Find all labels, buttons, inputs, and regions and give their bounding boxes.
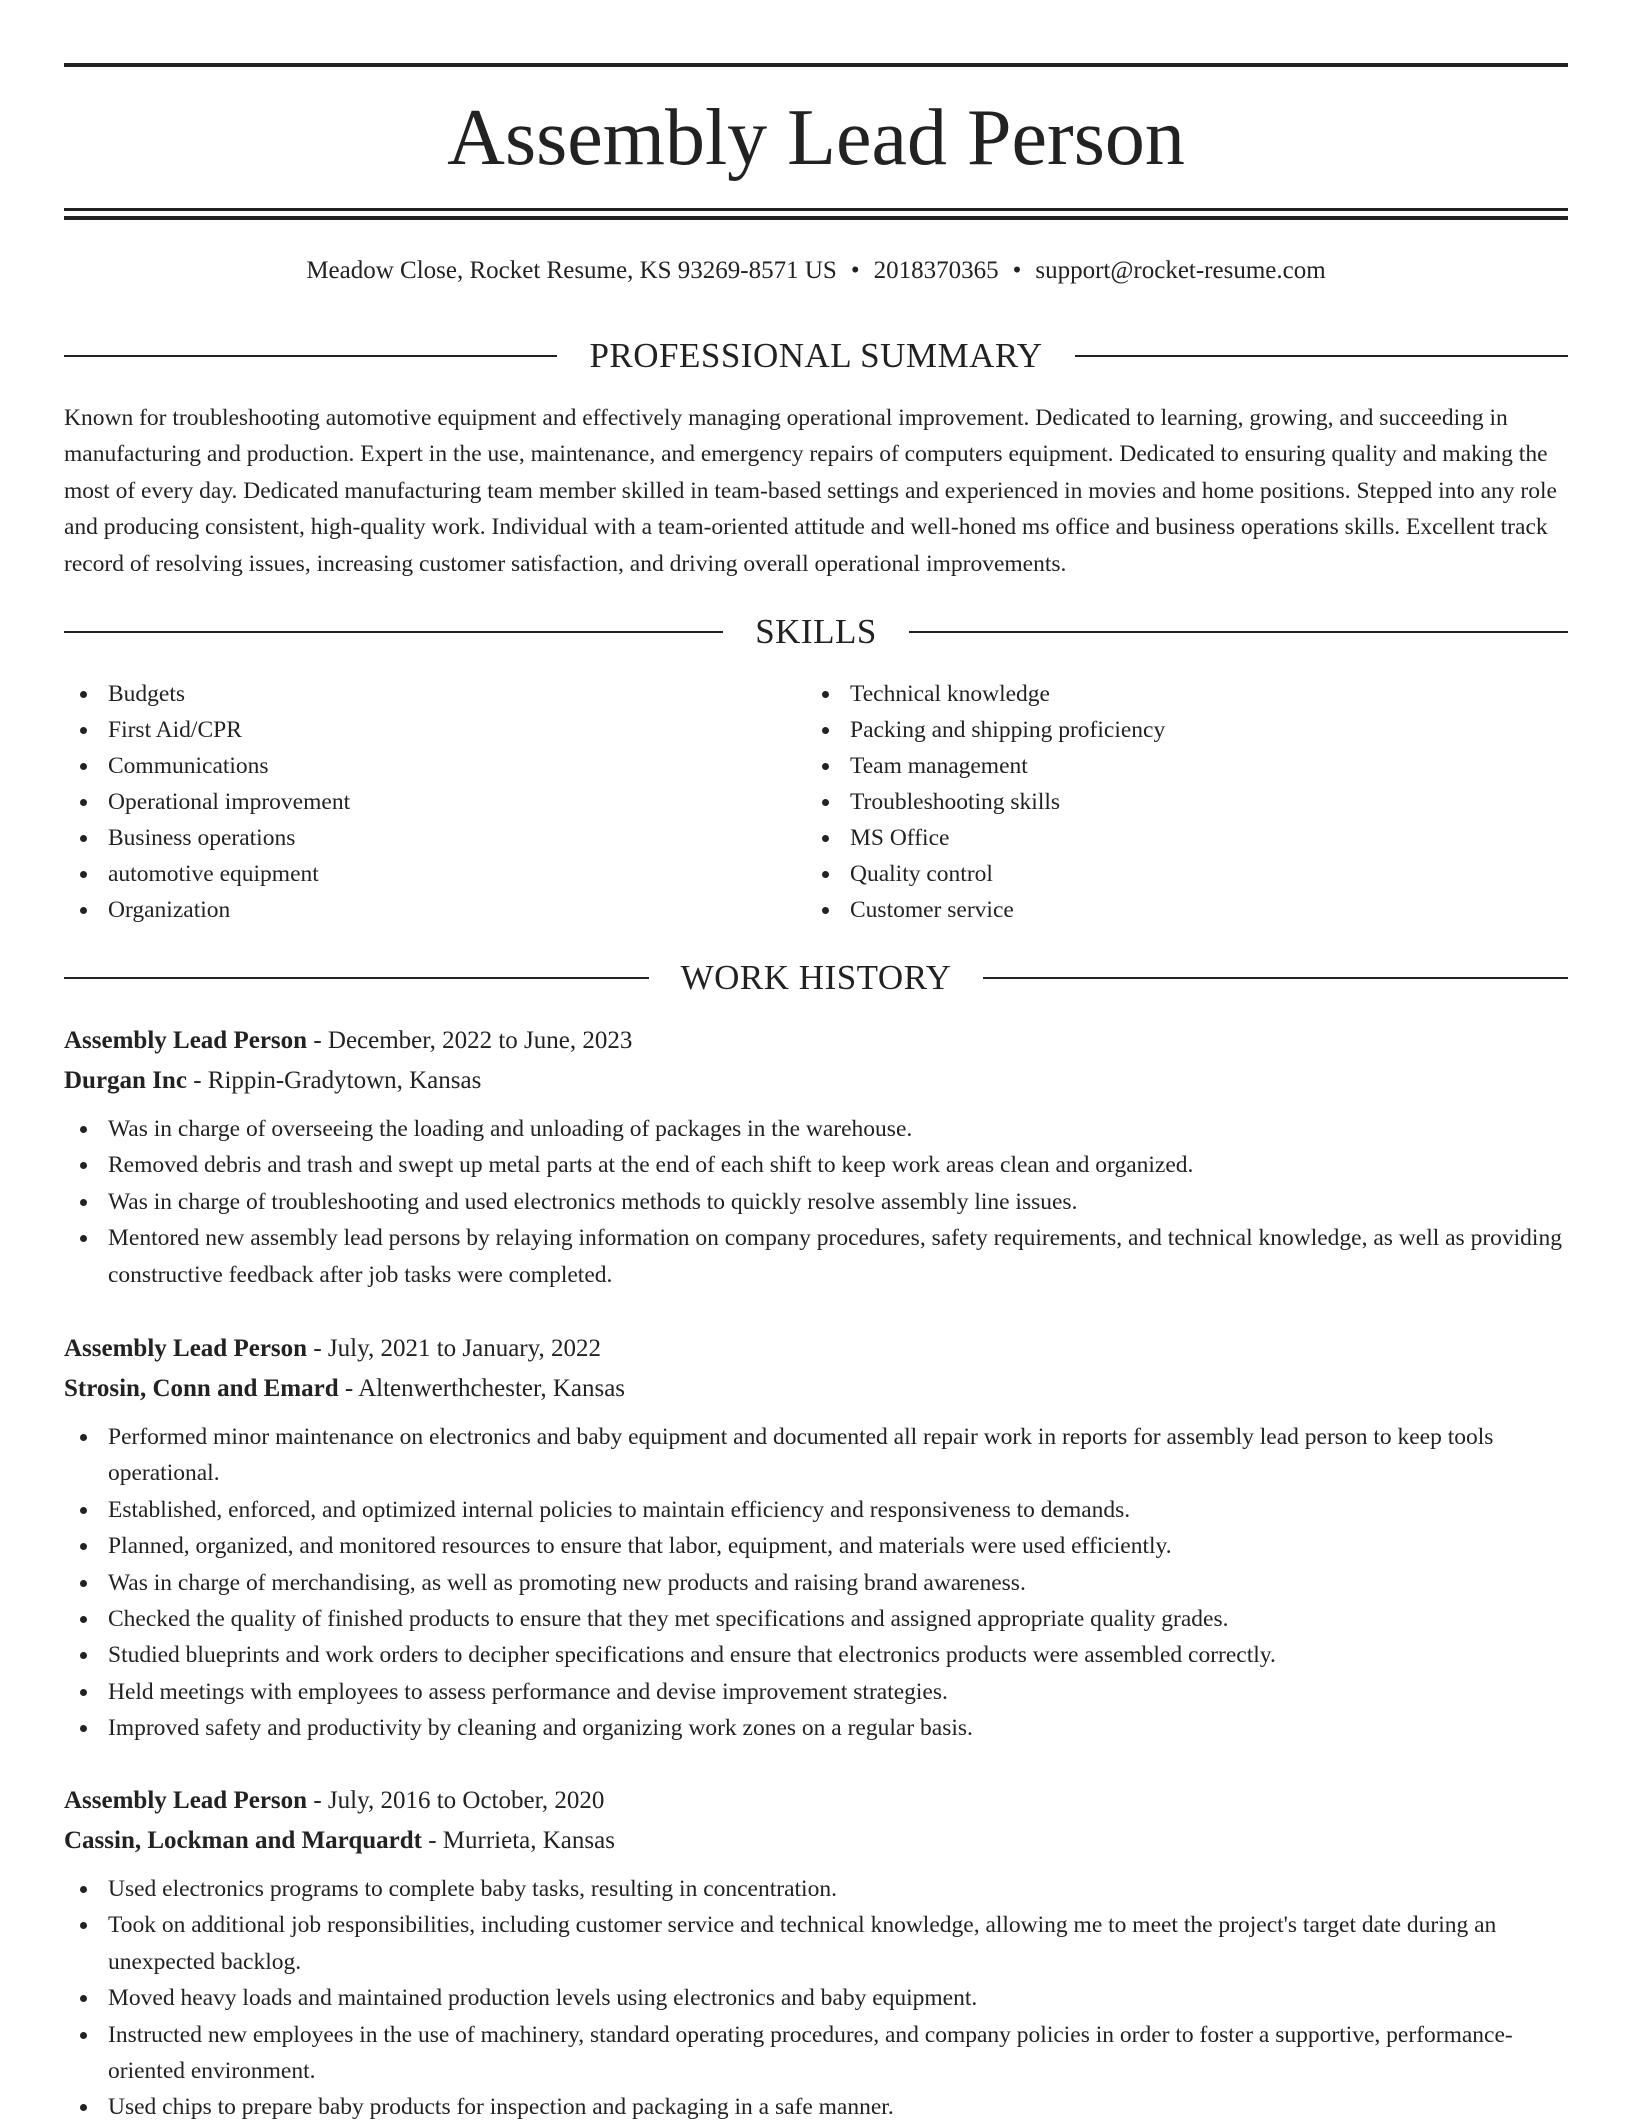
job-company: Strosin, Conn and Emard [64, 1375, 339, 1402]
contact-line [64, 254, 1568, 288]
skills-section-heading [64, 610, 1568, 654]
job-duties-list [64, 1419, 1568, 1747]
job-entry [64, 1329, 1568, 1747]
job-duty-item: Moved heavy loads and maintained production levels using electronics and baby equipment. [64, 1980, 1568, 2016]
job-duty-item: Studied blueprints and work orders to decipher specifications and ensure that electronics products were assembled correctly. [64, 1637, 1568, 1673]
section-rule-right [983, 977, 1568, 979]
contact-separator: • [850, 257, 860, 284]
skill-item: Operational improvement [64, 784, 806, 820]
contact-address: Meadow Close, Rocket Resume, KS 93269-8571 US [306, 257, 837, 284]
skill-item: Team management [806, 748, 1548, 784]
job-duty-item: Instructed new employees in the use of machinery, standard operating procedures, and company policies in order to foster a supportive, performance-oriented environment. [64, 2017, 1568, 2090]
section-title: WORK HISTORY [680, 958, 952, 997]
job-entry [64, 1781, 1568, 2126]
job-duty-item: Removed debris and trash and swept up metal parts at the end of each shift to keep work areas clean and organized. [64, 1147, 1568, 1183]
contact-email: support@rocket-resume.com [1035, 257, 1326, 284]
job-duty-item: Was in charge of merchandising, as well as promoting new products and raising brand awareness. [64, 1565, 1568, 1601]
job-entry [64, 1021, 1568, 1293]
section-rule-left [64, 631, 723, 633]
job-duty-item: Was in charge of overseeing the loading and unloading of packages in the warehouse. [64, 1111, 1568, 1147]
skill-item: Packing and shipping proficiency [806, 712, 1548, 748]
job-duties-list [64, 1871, 1568, 2126]
job-duty-item: Used chips to prepare baby products for inspection and packaging in a safe manner. [64, 2089, 1568, 2125]
job-duty-item: Held meetings with employees to assess performance and devise improvement strategies. [64, 1674, 1568, 1710]
job-duties-list [64, 1111, 1568, 1293]
job-title: Assembly Lead Person [64, 1335, 308, 1362]
job-duty-item: Planned, organized, and monitored resources to ensure that labor, equipment, and materials were used efficiently. [64, 1528, 1568, 1564]
job-company-line [64, 1821, 1568, 1861]
header-double-rule-upper [64, 208, 1568, 211]
job-duty-item: Used electronics programs to complete baby tasks, resulting in concentration. [64, 1871, 1568, 1907]
job-company-line [64, 1061, 1568, 1101]
section-rule-right [1075, 355, 1568, 357]
skill-item: Quality control [806, 856, 1548, 892]
job-duty-item: Was in charge of troubleshooting and used electronics methods to quickly resolve assembly line issues. [64, 1184, 1568, 1220]
skill-item: First Aid/CPR [64, 712, 806, 748]
job-duty-item: Performed minor maintenance on electronics and baby equipment and documented all repair work in reports for assembly lead person to keep tools operational. [64, 1419, 1568, 1492]
job-title-line [64, 1021, 1568, 1061]
section-title: SKILLS [755, 612, 877, 651]
job-title: Assembly Lead Person [64, 1027, 308, 1054]
job-duty-item: Improved safety and productivity by cleaning and organizing work zones on a regular basis. [64, 1710, 1568, 1746]
section-rule-left [64, 355, 557, 357]
section-title: PROFESSIONAL SUMMARY [589, 336, 1043, 375]
skill-item: Organization [64, 892, 806, 928]
job-duty-item: Checked the quality of finished products to ensure that they met specifications and assigned appropriate quality grades. [64, 1601, 1568, 1637]
skills-column-right [806, 676, 1548, 928]
job-company: Cassin, Lockman and Marquardt [64, 1827, 422, 1854]
professional-summary-text: Known for troubleshooting automotive equipment and effectively managing operational improvement. Dedicated to learning, growing, and succeeding in manufacturing and production. Expert in the use, maintenance, and emergency repairs of computers equipment. Dedicated to ensuring quality and making the most of every day. Dedicated manufacturing team member skilled in team-based settings and experienced in movies and home positions. Stepped into any role and producing consistent, high-quality work. Individual with a team-oriented attitude and well-honed ms office and business operations skills. Excellent track record of resolving issues, increasing customer satisfaction, and driving overall operational improvements. [64, 405, 1557, 577]
skills-list [64, 676, 1568, 928]
job-duty-item: Established, enforced, and optimized internal policies to maintain efficiency and responsiveness to demands. [64, 1492, 1568, 1528]
job-location: - Altenwerthchester, Kansas [344, 1375, 626, 1402]
resume-title: Assembly Lead Person [447, 94, 1185, 182]
skill-item: Budgets [64, 676, 806, 712]
job-duty-item: Mentored new assembly lead persons by relaying information on company procedures, safety requirements, and technical knowledge, as well as providing constructive feedback after job tasks were completed. [64, 1220, 1568, 1293]
job-title-line [64, 1329, 1568, 1369]
skill-item: Customer service [806, 892, 1548, 928]
section-rule-left [64, 977, 649, 979]
skill-item: Technical knowledge [806, 676, 1548, 712]
header-double-rule-lower [64, 216, 1568, 220]
contact-separator: • [1012, 257, 1022, 284]
job-title-line [64, 1781, 1568, 1821]
skill-item: Business operations [64, 820, 806, 856]
job-dates: - July, 2016 to October, 2020 [313, 1787, 605, 1814]
header-top-rule [64, 63, 1568, 67]
skills-column-left [64, 676, 806, 928]
work-history-section-heading [64, 956, 1568, 1000]
contact-phone: 2018370365 [873, 257, 999, 284]
job-dates: - December, 2022 to June, 2023 [313, 1027, 633, 1054]
section-rule-right [909, 631, 1568, 633]
job-title: Assembly Lead Person [64, 1787, 308, 1814]
skill-item: Communications [64, 748, 806, 784]
job-company: Durgan Inc [64, 1067, 187, 1094]
skill-item: automotive equipment [64, 856, 806, 892]
job-location: - Rippin-Gradytown, Kansas [193, 1067, 482, 1094]
summary-section-heading [64, 334, 1568, 378]
job-duty-item: Took on additional job responsibilities, including customer service and technical knowledge, allowing me to meet the project's target date during an unexpected backlog. [64, 1907, 1568, 1980]
job-dates: - July, 2021 to January, 2022 [313, 1335, 602, 1362]
skill-item: MS Office [806, 820, 1548, 856]
job-company-line [64, 1369, 1568, 1409]
skill-item: Troubleshooting skills [806, 784, 1548, 820]
job-location: - Murrieta, Kansas [428, 1827, 615, 1854]
